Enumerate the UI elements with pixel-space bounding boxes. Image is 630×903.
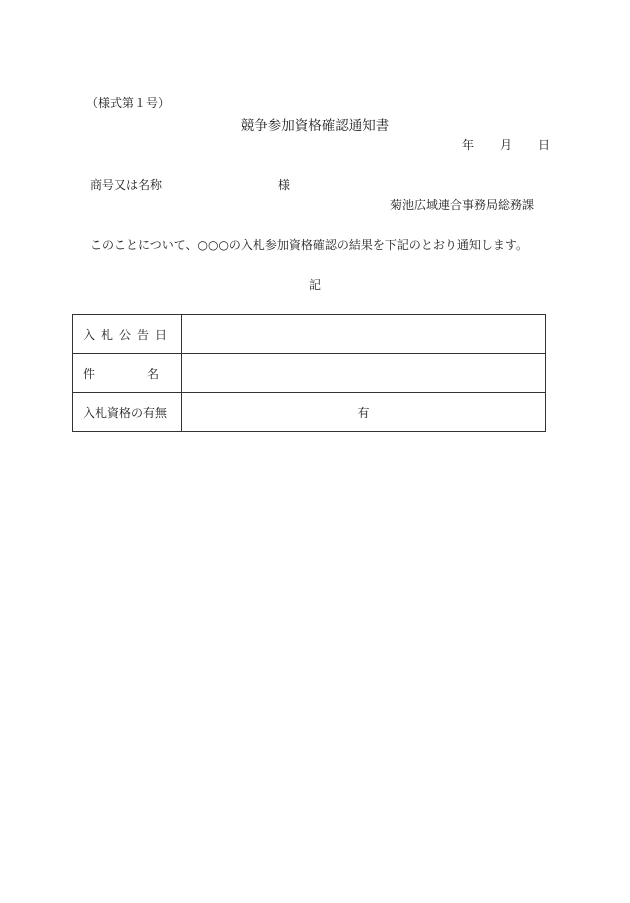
info-table	[72, 314, 546, 432]
sender-name: 菊池広域連合事務局総務課	[389, 198, 534, 212]
body-text: このことについて、○○○の入札参加資格確認の結果を下記のとおり通知します。	[90, 238, 528, 252]
table-row	[73, 354, 546, 393]
table-row	[73, 393, 546, 432]
label-subject-part-2: 名	[147, 366, 160, 381]
honorific: 様	[278, 178, 291, 192]
label-text: 入札公告日	[83, 327, 174, 342]
label-subject-part-1: 件	[83, 366, 96, 381]
label-bid-eligibility: 入札資格の有無	[73, 393, 182, 432]
label-bid-notice-date	[73, 315, 182, 354]
label-subject	[73, 354, 182, 393]
table-row	[73, 315, 546, 354]
document-title: 競争参加資格確認通知書	[240, 118, 390, 134]
date-day: 日	[537, 138, 550, 152]
date-line	[462, 138, 550, 152]
value-bid-notice-date	[182, 315, 546, 354]
date-month: 月	[499, 138, 512, 152]
value-subject	[182, 354, 546, 393]
recipient-name-label: 商号又は名称	[90, 178, 163, 192]
value-bid-eligibility: 有	[182, 393, 546, 432]
form-number: （様式第１号）	[86, 96, 171, 110]
ki-heading: 記	[308, 278, 321, 292]
date-year: 年	[461, 138, 474, 152]
